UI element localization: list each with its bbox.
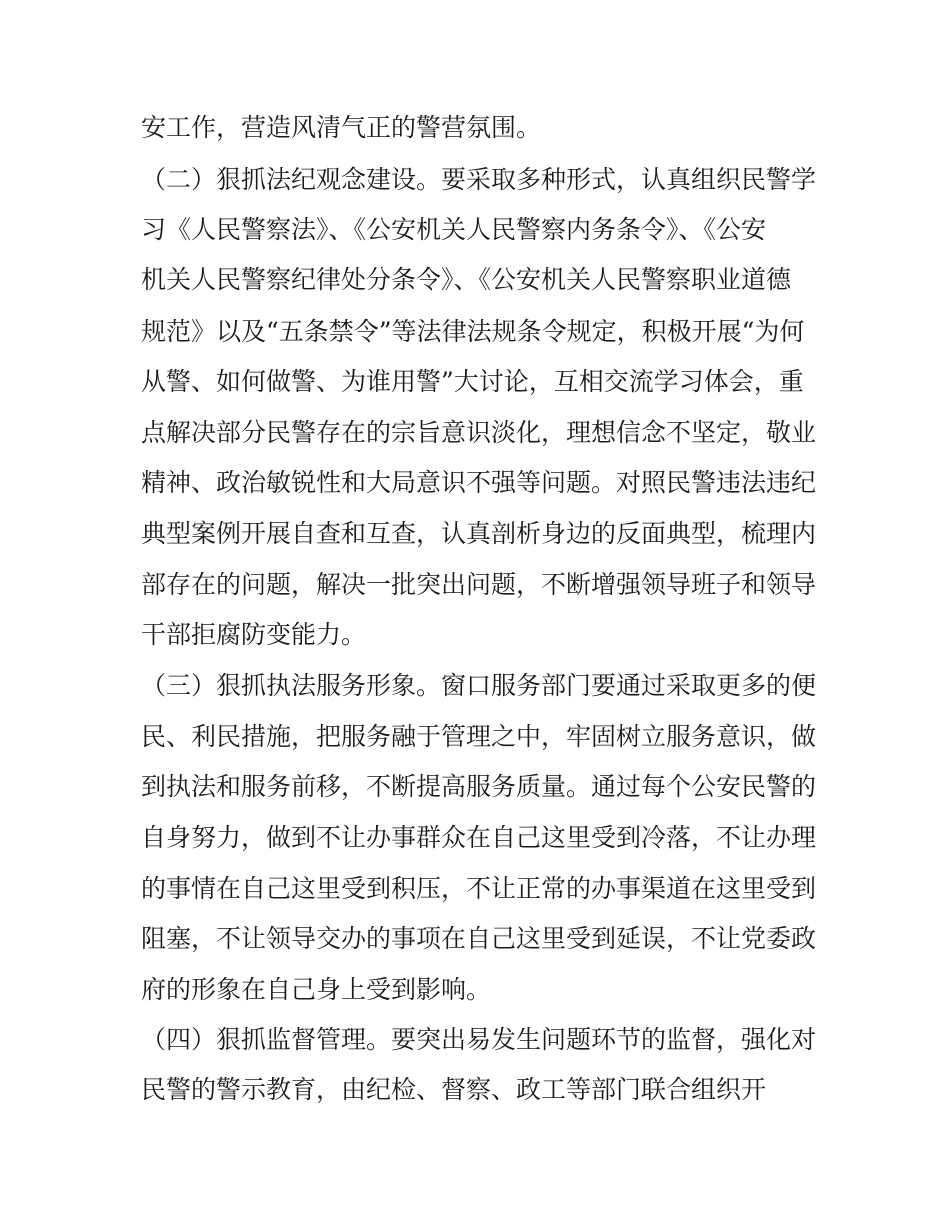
text-line: 点解决部分民警存在的宗旨意识淡化，理想信念不坚定，敬业 <box>141 418 817 447</box>
text-line: 机关人民警察纪律处分条令》、《公安机关人民警察职业道德 <box>141 265 792 294</box>
text-line: 阻塞，不让领导交办的事项在自己这里受到延误，不让党委政 <box>141 924 817 953</box>
text-line: 规范》以及“五条禁令”等法律法规条令规定，积极开展“为何 <box>141 317 805 346</box>
text-line: （四）狠抓监督管理。要突出易发生问题环节的监督，强化对 <box>141 1025 817 1054</box>
text-line: 典型案例开展自查和互查，认真剖析身边的反面典型，梳理内 <box>141 519 817 548</box>
text-line: （三）狠抓执法服务形象。窗口服务部门要通过采取更多的便 <box>141 671 817 700</box>
text-line: 从警、如何做警、为谁用警”大讨论，互相交流学习体会，重 <box>141 367 804 396</box>
text-line: 精神、政治敏锐性和大局意识不强等问题。对照民警违法违纪 <box>141 468 817 497</box>
text-line: 习《人民警察法》、《公安机关人民警察内务条令》、《公安 <box>141 215 767 244</box>
text-line: 民、利民措施，把服务融于管理之中，牢固树立服务意识，做 <box>141 722 817 751</box>
text-line: （二）狠抓法纪观念建设。要采取多种形式，认真组织民警学 <box>141 165 817 194</box>
text-line: 的事情在自己这里受到积压，不让正常的办事渠道在这里受到 <box>141 874 817 903</box>
text-line: 民警的警示教育，由纪检、督察、政工等部门联合组织开 <box>141 1075 767 1104</box>
text-line: 府的形象在自己身上受到影响。 <box>141 975 492 1004</box>
text-line: 自身努力，做到不让办事群众在自己这里受到冷落，不让办理 <box>141 823 817 852</box>
text-line: 安工作，营造风清气正的警营氛围。 <box>141 113 542 142</box>
text-line: 干部拒腐防变能力。 <box>141 620 367 649</box>
text-line: 到执法和服务前移，不断提高服务质量。通过每个公安民警的 <box>141 772 817 801</box>
text-line: 部存在的问题，解决一批突出问题，不断增强领导班子和领导 <box>141 570 817 599</box>
